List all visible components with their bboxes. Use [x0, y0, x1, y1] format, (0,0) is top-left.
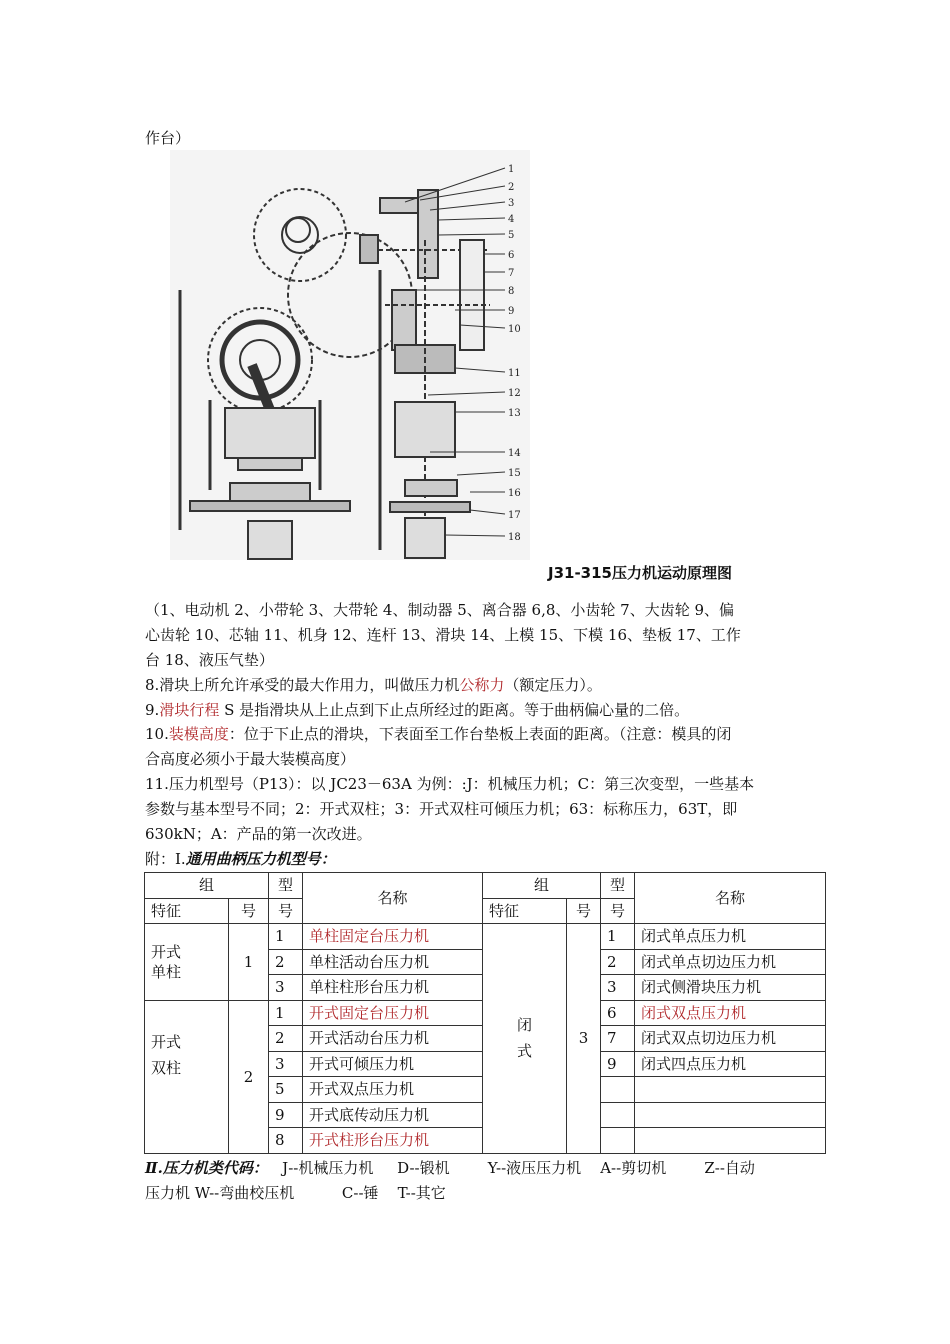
empty-cell	[601, 1102, 635, 1128]
group-number-3: 3	[567, 924, 601, 1154]
model-number: 3	[269, 1051, 303, 1077]
p8-tail: （额定压力）。	[504, 676, 602, 694]
group-number-2: 2	[229, 1000, 269, 1153]
codes-line-1	[145, 1156, 810, 1180]
callout-8: 8	[508, 286, 515, 297]
model-number: 2	[601, 949, 635, 975]
model-number: 9	[269, 1102, 303, 1128]
callout-17: 17	[508, 510, 521, 521]
header-type-no-right: 号	[601, 898, 635, 924]
paragraph-10	[145, 722, 810, 746]
model-name: 单柱活动台压力机	[303, 949, 483, 975]
model-name: 闭式单点切边压力机	[635, 949, 826, 975]
model-number: 9	[601, 1051, 635, 1077]
empty-cell	[601, 1077, 635, 1103]
paragraph-8	[145, 673, 810, 697]
model-name: 开式可倾压力机	[303, 1051, 483, 1077]
codes-line-2: 压力机 W--弯曲校压机 C--锤 T--其它	[145, 1184, 446, 1202]
callout-15: 15	[508, 468, 521, 479]
p10-num: 10.	[145, 725, 169, 743]
term-nominal-force: 公称力	[459, 676, 505, 694]
model-name: 开式柱形台压力机	[303, 1128, 483, 1154]
empty-cell	[635, 1128, 826, 1154]
header-type-no-left: 号	[269, 898, 303, 924]
appendix-heading	[145, 847, 810, 871]
callout-4: 4	[508, 214, 515, 225]
table-row	[145, 924, 826, 950]
model-number: 7	[601, 1026, 635, 1052]
header-group-left: 组	[145, 873, 269, 899]
press-model-table	[144, 872, 826, 1154]
empty-cell	[601, 1128, 635, 1154]
model-number: 2	[269, 1026, 303, 1052]
header-no-left: 号	[229, 898, 269, 924]
model-number: 6	[601, 1000, 635, 1026]
model-name: 单柱固定台压力机	[303, 924, 483, 950]
paragraph-9	[145, 698, 810, 722]
callout-6: 6	[508, 250, 515, 261]
model-number: 1	[601, 924, 635, 950]
model-name: 闭式侧滑块压力机	[635, 975, 826, 1001]
model-name: 开式底传动压力机	[303, 1102, 483, 1128]
term-die-height: 装模高度	[168, 725, 229, 743]
model-name: 单柱柱形台压力机	[303, 975, 483, 1001]
model-name: 开式固定台压力机	[303, 1000, 483, 1026]
term-slide-stroke: 滑块行程	[159, 701, 220, 719]
callout-2: 2	[508, 182, 515, 193]
callout-10: 10	[508, 324, 521, 335]
callout-1: 1	[508, 164, 515, 175]
model-number: 8	[269, 1128, 303, 1154]
model-name: 闭式双点压力机	[635, 1000, 826, 1026]
group-closed: 闭 式	[483, 924, 567, 1154]
codes-list: J--机械压力机 D--锻机 Y--液压压力机 A--剪切机 Z--自动	[267, 1159, 755, 1177]
paragraph-11-line-2: 参数与基本型号不同；2：开式双柱；3：开式双柱可倾压力机；63：标称压力，63T，即	[145, 800, 738, 818]
empty-cell	[635, 1102, 826, 1128]
p10-text: ：位于下止点的滑块，下表面至工作台垫板上表面的距离。（注意：模具的闭	[228, 725, 732, 743]
model-name: 闭式单点压力机	[635, 924, 826, 950]
callout-5: 5	[508, 230, 515, 241]
callout-9: 9	[508, 306, 515, 317]
header-type-left: 型	[269, 873, 303, 899]
callout-7: 7	[508, 268, 515, 279]
p9-num: 9.	[145, 701, 160, 719]
legend-line-3: 台 18、液压气垫）	[145, 651, 274, 669]
model-name: 闭式四点压力机	[635, 1051, 826, 1077]
header-feature-right: 特征	[483, 898, 567, 924]
group-number-1: 1	[229, 924, 269, 1001]
header-group-right: 组	[483, 873, 601, 899]
paragraph-11-line-1: 11.压力机型号（P13）：以 JC23－63A 为例：:J：机械压力机；C：第三次变型，一些基本	[145, 775, 755, 793]
paragraph-11-line-3: 630kN；A：产品的第一次改进。	[145, 825, 372, 843]
callout-16: 16	[508, 488, 521, 499]
continued-text: 作台）	[145, 129, 191, 147]
header-feature-left: 特征	[145, 898, 229, 924]
model-number: 5	[269, 1077, 303, 1103]
callout-13: 13	[508, 408, 521, 419]
appendix-prefix: 附：Ⅰ.	[145, 850, 186, 868]
group-open-double: 开式 双柱	[145, 1000, 229, 1153]
legend-line-1: （1、电动机 2、小带轮 3、大带轮 4、制动器 5、离合器 6,8、小齿轮 7、大齿轮 9、偏	[145, 601, 735, 619]
callout-12: 12	[508, 388, 521, 399]
header-name-left: 名称	[303, 873, 483, 924]
callout-14: 14	[508, 448, 521, 459]
model-name: 开式双点压力机	[303, 1077, 483, 1103]
p9-text: S 是指滑块从上止点到下止点所经过的距离。等于曲柄偏心量的二倍。	[219, 701, 690, 719]
header-type-right: 型	[601, 873, 635, 899]
model-number: 1	[269, 1000, 303, 1026]
model-number: 2	[269, 949, 303, 975]
model-number: 3	[601, 975, 635, 1001]
empty-cell	[635, 1077, 826, 1103]
header-row-1	[145, 873, 826, 899]
figure-caption: J31-315压力机运动原理图	[548, 564, 732, 582]
header-no-right: 号	[567, 898, 601, 924]
header-name-right: 名称	[635, 873, 826, 924]
codes-label: Ⅱ.压力机类代码：	[145, 1159, 268, 1177]
press-mechanism-diagram	[170, 150, 530, 560]
appendix-title: 通用曲柄压力机型号：	[185, 850, 336, 868]
paragraph-10-line-2: 合高度必须小于最大装模高度）	[145, 750, 356, 768]
model-number: 1	[269, 924, 303, 950]
model-name: 开式活动台压力机	[303, 1026, 483, 1052]
model-name: 闭式双点切边压力机	[635, 1026, 826, 1052]
group-open-single: 开式 单柱	[145, 924, 229, 1001]
model-number: 3	[269, 975, 303, 1001]
legend-line-2: 心齿轮 10、芯轴 11、机身 12、连杆 13、滑块 14、上模 15、下模 16、垫板 17、工作	[145, 626, 741, 644]
callout-18: 18	[508, 532, 521, 543]
p8-text: 8.滑块上所允许承受的最大作用力，叫做压力机	[145, 676, 460, 694]
callout-3: 3	[508, 198, 515, 209]
callout-11: 11	[508, 368, 521, 379]
